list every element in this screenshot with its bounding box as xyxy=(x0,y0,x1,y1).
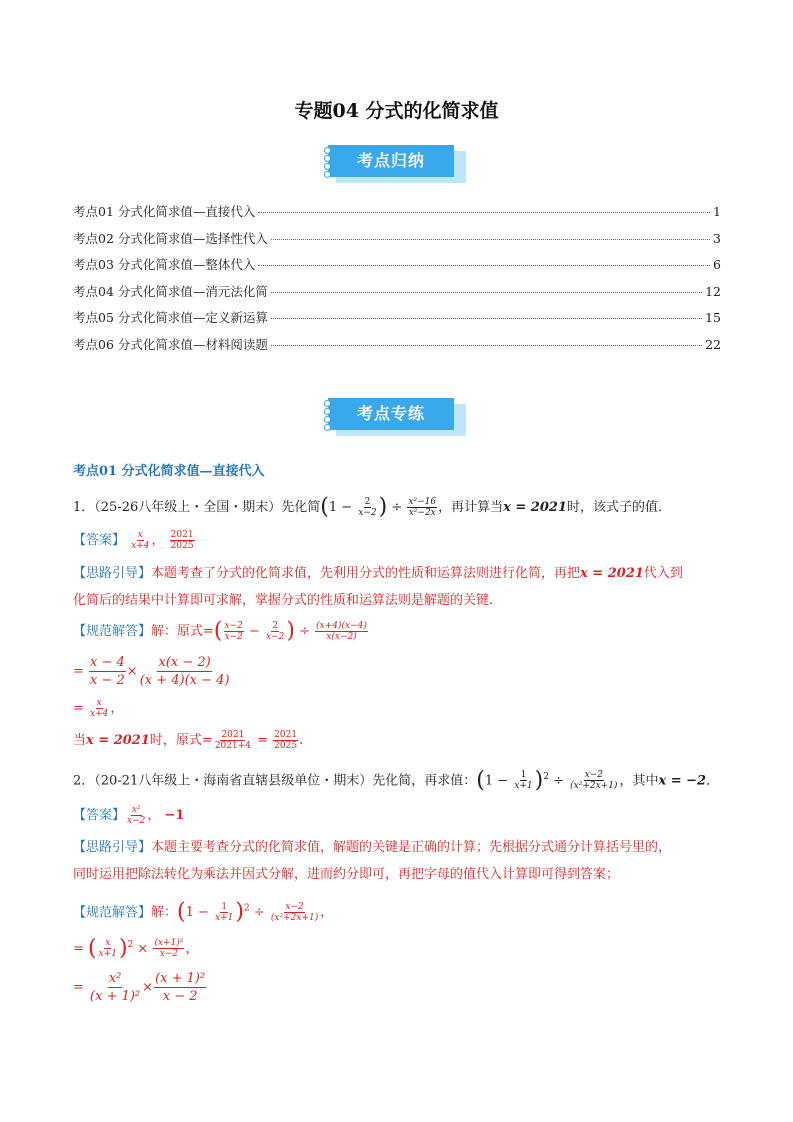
toc-entry[interactable] xyxy=(73,229,721,256)
toc-entry[interactable] xyxy=(73,335,721,362)
problem-1-step-2: = $\frac{x - 4}{x - 2}$ × $\frac{x(x - 2)}{(x + 4)(x - 4)}$ xyxy=(73,655,230,688)
toc-leader xyxy=(271,318,702,319)
toc-entry-page: 22 xyxy=(705,336,721,352)
problem-1-statement: 1．（25-26八年级上・全国・期末）先化简(1 − $\frac{2}{x-2}$ ) ÷ $\frac{\text{x²−16}}{\text{x²−2x}}$ ，再计算当x = 2021时，该式子的值． xyxy=(73,494,671,520)
problem-2-statement: 2．（20-21八年级上・海南省直辖县级单位・期末）先化简，再求值：(1 − $\frac{1}{x+1}$ )$^2$ ÷ $\frac{x-2}{\text{(x²+2x+1)}}$ ，其中x = −2． xyxy=(73,767,720,793)
toc-entry-label: 考点01 分式化简求值—直接代入 xyxy=(73,204,256,219)
toc-leader xyxy=(258,212,710,213)
problem-2-step-3: = $\frac{\text{x²}}{\text{(x + 1)²}}$ × $\frac{\text{(x + 1)²}}{x - 2}$ xyxy=(73,971,206,1004)
problem-2-step-2: = ( $\frac{x}{x+1}$ )$^2$ × $\frac{\text{(x+1)²}}{x-2}$ ， xyxy=(73,935,199,961)
problem-1-step-3: = $\frac{x}{x+4}$ ， xyxy=(73,698,124,719)
problem-1-solution: 【规范解答】解：原式=( $\frac{x-2}{x-2}$ − $\frac{2}{x-2}$ ) ÷ $\frac{(x+4)(x-4)}{x(x-2)}$ xyxy=(73,618,367,644)
toc-leader xyxy=(271,292,702,293)
problem-2-solution: 【规范解答】解：(1 − $\frac{1}{x+1}$ )$^2$ ÷ $\frac{x-2}{\text{(x²+2x+1)}}$ ， xyxy=(73,899,334,925)
summary-banner-label: 考点归纳 xyxy=(328,145,454,177)
toc-entry[interactable] xyxy=(73,308,721,335)
solution-label: 【规范解答】 xyxy=(73,624,152,639)
toc-entry[interactable] xyxy=(73,282,721,309)
toc-leader xyxy=(258,265,710,266)
problem-2-hint: 【思路引导】本题主要考查分式的化简求值，解题的关键是正确的计算；先根据分式通分计算括号里的， xyxy=(73,840,672,855)
answer-label: 【答案】 xyxy=(73,533,126,548)
toc-entry-page: 12 xyxy=(705,283,721,299)
toc-leader xyxy=(271,239,710,240)
toc-entry-label: 考点02 分式化简求值—选择性代入 xyxy=(73,230,268,246)
page-title: 专题04 分式的化简求值 xyxy=(294,100,499,122)
problem-1-hint-cont: 化简后的结果中计算即可求解，掌握分式的性质和运算法则是解题的关键． xyxy=(73,593,503,608)
problem-1-hint: 【思路引导】本题考查了分式的化简求值，先利用分式的性质和运算法则进行化简，再把x = 2021代入到 xyxy=(73,566,683,581)
practice-banner-label: 考点专练 xyxy=(328,398,454,430)
hint-label: 【思路引导】 xyxy=(73,566,152,581)
toc-entry-page: 1 xyxy=(713,204,721,219)
toc-entry-label: 考点03 分式化简求值—整体代入 xyxy=(73,257,256,273)
problem-1-answer: 【答案】 $\frac{x}{x+4}$ ， $\frac{2021}{2025}$ xyxy=(73,530,194,551)
toc-entry-page: 3 xyxy=(713,230,721,246)
table-of-contents xyxy=(73,202,721,362)
toc-entry-label: 考点06 分式化简求值—材料阅读题 xyxy=(73,336,268,352)
summary-banner xyxy=(328,145,466,183)
toc-entry[interactable] xyxy=(73,255,721,282)
toc-leader xyxy=(271,345,702,346)
section-heading: 考点01 分式化简求值—直接代入 xyxy=(73,464,265,479)
toc-entry-page: 15 xyxy=(705,310,721,326)
problem-2-answer: 【答案】 $\frac{\text{x²}}{x-2}$ ， −1 xyxy=(73,805,185,826)
problem-2-hint-cont: 同时运用把除法转化为乘法并因式分解，进而约分即可，再把字母的值代入计算即可得到答案； xyxy=(73,867,620,882)
practice-banner xyxy=(328,398,466,436)
toc-entry-label: 考点05 分式化简求值—定义新运算 xyxy=(73,310,268,326)
toc-entry-label: 考点04 分式化简求值—消元法化简 xyxy=(73,283,268,299)
toc-entry-page: 6 xyxy=(713,257,721,273)
toc-entry[interactable] xyxy=(73,202,721,229)
problem-1-final: 当x = 2021时，原式= $\frac{2021}{2021+4}$ = $\frac{2021}{2025}$ . xyxy=(73,730,304,751)
